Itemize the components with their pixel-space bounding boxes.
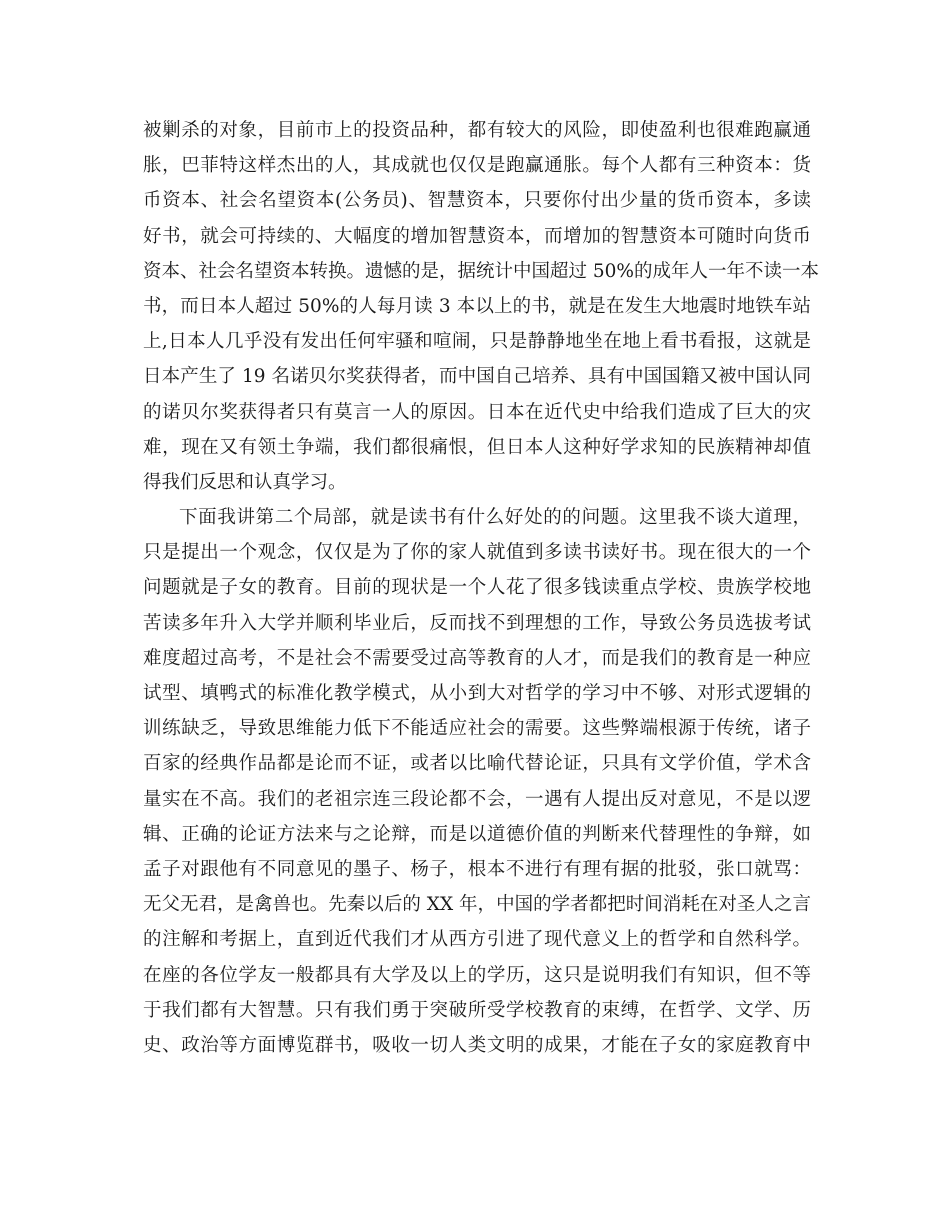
text-line: 试型、填鸭式的标准化教学模式，从小到大对哲学的学习中不够、对形式逻辑的 [143,683,811,704]
text-line: 量实在不高。我们的老祖宗连三段论都不会，一遇有人提出反对意见，不是以逻 [143,788,811,810]
text-line: 训练缺乏，导致思维能力低下不能适应社会的需要。这些弊端根源于传统，诸子 [143,718,811,740]
text-line: 难，现在又有领土争端，我们都很痛恨，但日本人这种好学求知的民族精神却值 [143,436,811,458]
text-line: 无父无君，是禽兽也。先秦以后的 XX 年，中国的学者都把时间消耗在对圣人之言 [143,894,811,916]
text-line: 的注解和考据上，直到近代我们才从西方引进了现代意义上的哲学和自然科学。 [143,929,811,951]
body-text [143,113,820,1063]
text-line: 资本、社会名望资本转换。遗憾的是，据统计中国超过 50%的成年人一年不读一本 [143,260,820,282]
text-line: 百家的经典作品都是论而不证，或者以比喻代替论证，只具有文学价值，学术含 [143,753,811,775]
text-line: 币资本、社会名望资本(公务员)、智慧资本，只要你付出少量的货币资本，多读 [143,190,811,212]
text-line: 难度超过高考，不是社会不需要受过高等教育的人才，而是我们的教育是一种应 [143,647,811,669]
text-line: 上,日本人几乎没有发出任何牢骚和喧闹，只是静静地坐在地上看书看报，这就是 [143,331,811,353]
text-line: 得我们反思和认真学习。 [143,471,347,493]
paragraph-1 [143,113,820,500]
text-line: 书，而日本人超过 50%的人每月读 3 本以上的书，就是在发生大地震时地铁车站 [143,295,811,317]
text-line: 胀，巴菲特这样杰出的人，其成就也仅仅是跑赢通胀。每个人都有三种资本：货 [143,155,811,177]
text-line: 问题就是子女的教育。目前的现状是一个人花了很多钱读重点学校、贵族学校地 [143,577,811,599]
text-line: 苦读多年升入大学并顺利毕业后，反而找不到理想的工作，导致公务员选拔考试 [143,612,811,634]
text-line: 日本产生了 19 名诺贝尔奖获得者，而中国自己培养、具有中国国籍又被中国认同 [143,366,811,388]
text-line: 只是提出一个观念，仅仅是为了你的家人就值到多读书读好书。现在很大的一个 [143,542,811,564]
text-line: 的诺贝尔奖获得者只有莫言一人的原因。日本在近代史中给我们造成了巨大的灾 [143,401,811,423]
text-line: 于我们都有大智慧。只有我们勇于突破所受学校教育的束缚，在哲学、文学、历 [143,999,811,1021]
text-line: 好书，就会可持续的、大幅度的增加智慧资本，而增加的智慧资本可随时向货币 [143,225,811,247]
text-line: 孟子对跟他有不同意见的墨子、杨子，根本不进行有理有据的批驳，张口就骂： [143,858,811,880]
text-line: 在座的各位学友一般都具有大学及以上的学历，这只是说明我们有知识，但不等 [143,964,811,986]
paragraph-2 [143,500,811,1063]
text-line: 被剿杀的对象，目前市上的投资品种，都有较大的风险，即使盈利也很难跑赢通 [143,120,811,141]
text-line: 下面我讲第二个局部，就是读书有什么好处的的问题。这里我不谈大道理， [179,507,811,529]
text-line: 史、政治等方面博览群书，吸收一切人类文明的成果，才能在子女的家庭教育中 [143,1034,811,1056]
text-line: 辑、正确的论证方法来与之论辩，而是以道德价值的判断来代替理性的争辩，如 [143,823,811,845]
